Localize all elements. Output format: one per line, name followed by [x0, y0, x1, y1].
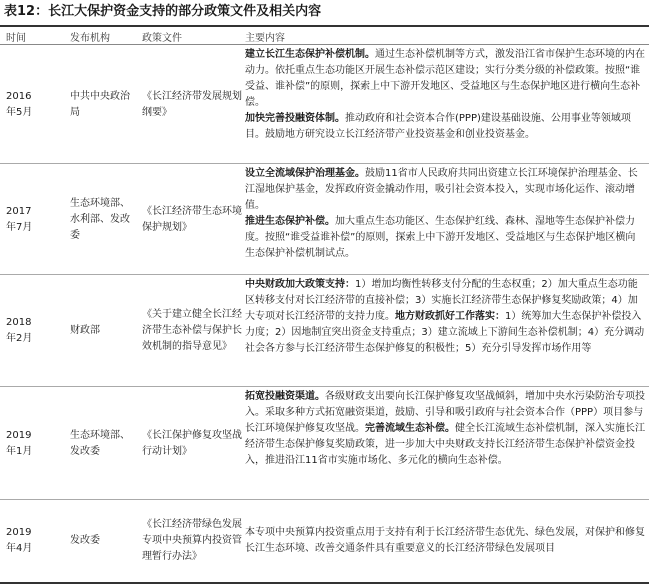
cell-main: [245, 166, 645, 262]
main-text-2: 健全长江流域生态补偿机制，深入实施长江经济带生态保护修复奖励政策，进一步加大中央财政支持长江经济带生态保护补偿资金投入，推进沿江11省市实施市场化、多元化的横向生态补偿。: [245, 423, 645, 466]
main-text: 鼓励11省市人民政府共同出资建立长江环境保护治理基金、长江湿地保护基金，发挥政府资金撬动作用，吸引社会资本投入，实现市场化运作、滚动增值。: [245, 168, 638, 211]
cell-time: 2016 年5月: [6, 90, 33, 118]
cell-doc: 《长江经济带生态环境保护规划》: [142, 205, 242, 233]
main-bold: 推进生态保护补偿。: [245, 216, 335, 227]
cell-time: 2018 年2月: [6, 317, 33, 344]
cell-main: [245, 389, 645, 469]
cell-doc: 《长江经济带发展规划纲要》: [142, 90, 242, 118]
cell-org: 中共中央政治局: [70, 90, 130, 118]
cell-time: 2019 年1月: [6, 429, 33, 457]
main-bold-2: 地方财政抓好工作落实：: [395, 311, 505, 322]
cell-main: [245, 500, 645, 582]
table-row: [0, 500, 649, 584]
cell-doc: 《长江保护修复攻坚战行动计划》: [142, 429, 242, 457]
main-text: 推动政府和社会资本合作(PPP)建设基础设施、公用事业等领域项目。鼓励地方研究设立长江经济带产业投资基金和创业投资基金。: [245, 113, 631, 140]
table-caption: 表12：长江大保护资金支持的部分政策文件及相关内容: [4, 4, 322, 19]
header-main: 主要内容: [245, 33, 285, 44]
cell-time: 2017 年7月: [6, 205, 33, 233]
main-text: 各级财政支出要向长江保护修复攻坚战倾斜，增加中央水污染防治专项投入。采取多种方式拓宽融资渠道，鼓励、引导和吸引政府与社会资本合作（PPP）项目参与长江环境保护修复攻坚战。: [245, 391, 645, 434]
main-bold: 拓宽投融资渠道。: [245, 391, 325, 402]
main-bold-2: 完善流域生态补偿。: [365, 423, 455, 434]
main-text: 1）增加均衡性转移支付分配的生态权重；2）加大重点生态功能区转移支付对长江经济带的直接补偿；3）实施长江经济带生态保护修复奖励政策；4）加大专项对长江经济带的支持力度。: [245, 279, 638, 322]
main-text: 加大重点生态功能区、生态保护红线、森林、湿地等生态保护补偿力度。按照“谁受益谁补偿”的原则，探索上中下游开发地区、受益地区与生态保护地区横向生态保护补偿机制试点。: [245, 216, 636, 259]
main-text: 通过生态补偿机制等方式，激发沿江省市保护生态环境的内在动力。依托重点生态功能区开展生态补偿示范区建设；实行分类分级的补偿政策。按照“谁受益、谁补偿”的原则，探索上中下游开发地区、受益地区与生态保护地区进行横向生态补偿。: [245, 49, 645, 108]
main-text: 本专项中央预算内投资重点用于支持有利于长江经济带生态优先、绿色发展，对保护和修复长江生态环境、改善交通条件具有重要意义的长江经济带绿色发展项目: [245, 527, 645, 554]
cell-org: 发改委: [70, 535, 100, 546]
table-row: [0, 45, 649, 164]
table-header: [0, 25, 649, 45]
main-text-2: 1）统筹加大生态保护补偿投入力度；2）因地制宜突出资金支持重点；3）建立流域上下游间生态补偿机制；4）充分调动社会各方参与长江经济带生态保护修复的积极性；5）充分引导发挥市场作用等: [245, 311, 645, 354]
cell-doc: 《长江经济带绿色发展专项中央预算内投资管理暂行办法》: [142, 519, 242, 562]
table-row: [0, 275, 649, 387]
main-bold: 设立全流域保护治理基金。: [245, 168, 365, 179]
main-bold: 中央财政加大政策支持：: [245, 279, 355, 290]
table-row: [0, 164, 649, 275]
cell-org: 生态环境部、水利部、发改委: [70, 197, 130, 241]
main-bold: 建立长江生态保护补偿机制。: [245, 49, 375, 60]
table-row: [0, 387, 649, 500]
cell-main: [245, 277, 645, 357]
cell-time: 2019 年4月: [6, 527, 33, 554]
cell-doc: 《关于建立健全长江经济带生态补偿与保护长效机制的指导意见》: [142, 309, 242, 352]
cell-main: [245, 47, 645, 143]
cell-org: 生态环境部、发改委: [70, 429, 130, 457]
header-time: 时间: [6, 33, 26, 44]
header-org: 发布机构: [70, 33, 110, 44]
main-bold: 加快完善投融资体制。: [245, 113, 345, 124]
header-doc: 政策文件: [142, 33, 182, 44]
cell-org: 财政部: [70, 325, 100, 336]
